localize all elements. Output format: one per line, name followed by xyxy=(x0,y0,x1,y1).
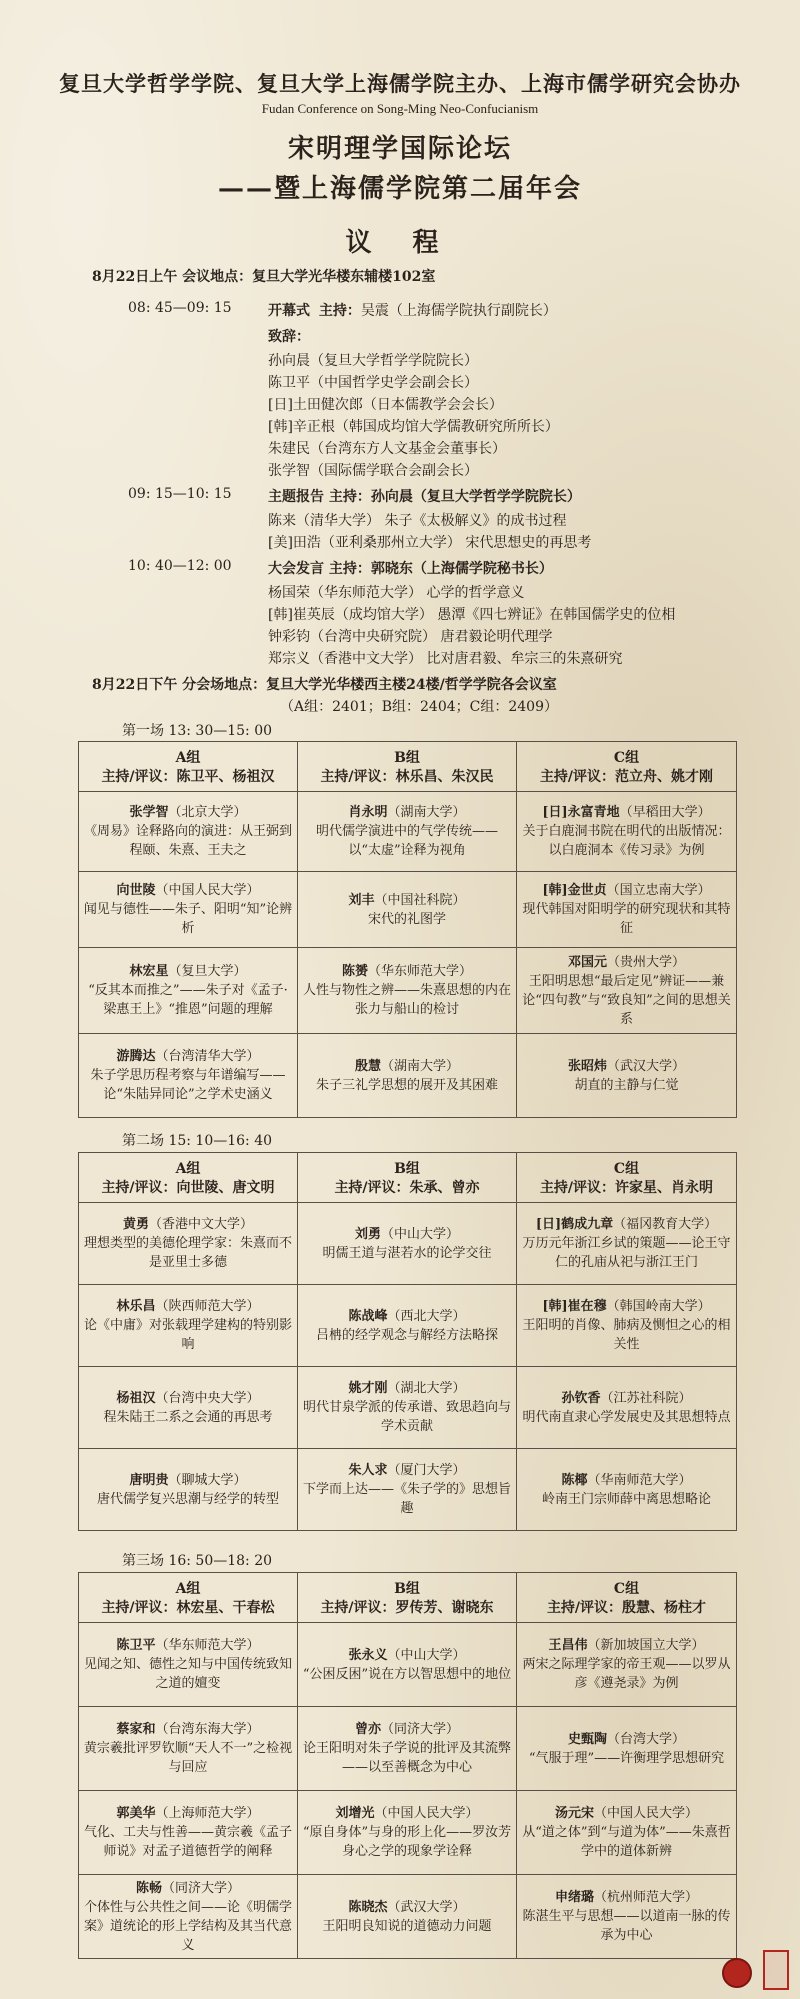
group-header: C组 主持/评议：许家星、肖永明 xyxy=(517,1153,737,1203)
paper-cell: 游腾达（台湾清华大学） 朱子学思历程考察与年谱编写——论“朱陆异同论”之学术史涵义 xyxy=(79,1034,298,1118)
group-header: C组 主持/评议：殷慧、杨柱才 xyxy=(517,1573,737,1623)
speaker-item: [韩]辛正根（韩国成均馆大学儒教研究所所长） xyxy=(268,419,559,435)
square-seal-icon xyxy=(763,1950,789,1990)
paper-cell: 陈战峰（西北大学） 吕柟的经学观念与解经方法略探 xyxy=(298,1285,517,1367)
paper-cell: 刘增光（中国人民大学） “原自身体”与身的形上化——罗汝芳身心之学的现象学诠释 xyxy=(298,1791,517,1875)
paper-cell: 史甄陶（台湾大学） “气服于理”——许衡理学思想研究 xyxy=(517,1707,737,1791)
paper-cell: 汤元宋（中国人民大学） 从“道之体”到“与道为体”——朱熹哲学中的道体新辨 xyxy=(517,1791,737,1875)
speaker-item: 孙向晨（复旦大学哲学学院院长） xyxy=(268,353,478,369)
paper-cell: 蔡家和（台湾东海大学） 黄宗羲批评罗钦顺“天人不一”之检视与回应 xyxy=(79,1707,298,1791)
slot1-time: 08: 45—09: 15 xyxy=(128,300,232,316)
group-header: A组 主持/评议：陈卫平、杨祖汉 xyxy=(79,742,298,792)
speaker-item: 张学智（国际儒学联合会副会长） xyxy=(268,463,478,479)
group-header: A组 主持/评议：林宏星、干春松 xyxy=(79,1573,298,1623)
paper-cell: [日]鹤成九章（福冈教育大学） 万历元年浙江乡试的策题——论王守仁的孔庙从祀与浙江王门 xyxy=(517,1203,737,1285)
slot1-host: 吴震（上海儒学院执行副院长） xyxy=(360,303,557,319)
slot2-time: 09: 15—10: 15 xyxy=(128,486,232,502)
paper-cell: [韩]金世贞（国立忠南大学） 现代韩国对阳明学的研究现状和其特征 xyxy=(517,872,737,948)
afternoon-heading: 8月22日下午 分会场地点：复旦大学光华楼西主楼24楼/哲学学院各会议室 xyxy=(92,677,557,693)
session-3-table xyxy=(78,1572,737,1959)
speaker-item: 朱建民（台湾东方人文基金会董事长） xyxy=(268,441,506,457)
paper-cell: 曾亦（同济大学） 论王阳明对朱子学说的批评及其流弊——以至善概念为中心 xyxy=(298,1707,517,1791)
sub-title: ——暨上海儒学院第二届年会 xyxy=(217,174,582,204)
slot1-speech-label: 致辞： xyxy=(268,329,310,345)
english-title: Fudan Conference on Song-Ming Neo-Confucianism xyxy=(261,101,539,116)
organizer-line: 复旦大学哲学学院、复旦大学上海儒学院主办、上海市儒学研究会协办 xyxy=(59,71,741,96)
paper-cell: 张昭炜（武汉大学） 胡直的主静与仁觉 xyxy=(517,1034,737,1118)
afternoon-rooms: （A组：2401；B组：2404；C组：2409） xyxy=(280,699,558,715)
session-3-label: 第三场 16: 50—18: 20 xyxy=(122,1553,273,1569)
paper-cell: 向世陵（中国人民大学） 闻见与德性——朱子、阳明“知”论辨析 xyxy=(79,872,298,948)
slot3-time: 10: 40—12: 00 xyxy=(128,558,232,574)
paper-cell: 姚才刚（湖北大学） 明代甘泉学派的传承谱、致思趋向与学术贡献 xyxy=(298,1367,517,1449)
group-header: A组 主持/评议：向世陵、唐文明 xyxy=(79,1153,298,1203)
paper-cell: 陈赟（华东师范大学） 人性与物性之辨——朱熹思想的内在张力与船山的检讨 xyxy=(298,948,517,1034)
paper-cell: 陈畅（同济大学） 个体性与公共性之间——论《明儒学案》道统论的形上学结构及其当代意义 xyxy=(79,1875,298,1959)
slot3-title: 大会发言 主持：郭晓东（上海儒学院秘书长） xyxy=(268,561,553,577)
paper-cell: 郭美华（上海师范大学） 气化、工夫与性善——黄宗羲《孟子师说》对孟子道德哲学的阐释 xyxy=(79,1791,298,1875)
talk-item: [韩]崔英辰（成均馆大学） 愚潭《四七辨证》在韩国儒学史的位相 xyxy=(268,607,676,623)
talk-item: 郑宗义（香港中文大学） 比对唐君毅、牟宗三的朱熹研究 xyxy=(268,651,623,667)
paper-cell: 肖永明（湖南大学） 明代儒学演进中的气学传统——以“太虚”诠释为视角 xyxy=(298,792,517,872)
paper-cell: 张学智（北京大学） 《周易》诠释路向的演进：从王弼到程颐、朱熹、王夫之 xyxy=(79,792,298,872)
speaker-item: 陈卫平（中国哲学史学会副会长） xyxy=(268,375,478,391)
talk-item: 钟彩钧（台湾中央研究院） 唐君毅论明代理学 xyxy=(268,629,553,645)
paper-cell: 唐明贵（聊城大学） 唐代儒学复兴思潮与经学的转型 xyxy=(79,1449,298,1531)
group-header: B组 主持/评议：朱承、曾亦 xyxy=(298,1153,517,1203)
slot2-title: 主题报告 主持：孙向晨（复旦大学哲学学院院长） xyxy=(268,489,581,505)
session-2-label: 第二场 15: 10—16: 40 xyxy=(122,1133,273,1149)
paper-cell: [日]永富青地（早稻田大学） 关于白鹿洞书院在明代的出版情况：以白鹿洞本《传习录》为例 xyxy=(517,792,737,872)
round-seal-icon xyxy=(722,1958,752,1988)
paper-cell: 殷慧（湖南大学） 朱子三礼学思想的展开及其困难 xyxy=(298,1034,517,1118)
paper-cell: 申绪璐（杭州师范大学） 陈湛生平与思想——以道南一脉的传承为中心 xyxy=(517,1875,737,1959)
main-title: 宋明理学国际论坛 xyxy=(287,134,512,164)
paper-cell: 刘勇（中山大学） 明儒王道与湛若水的论学交往 xyxy=(298,1203,517,1285)
paper-cell: 孙钦香（江苏社科院） 明代南直隶心学发展史及其思想特点 xyxy=(517,1367,737,1449)
paper-cell: 张永义（中山大学） “公困反困”说在方以智思想中的地位 xyxy=(298,1623,517,1707)
session-2-table xyxy=(78,1152,737,1531)
session-1-label: 第一场 13: 30—15: 00 xyxy=(122,723,273,739)
group-header: B组 主持/评议：林乐昌、朱汉民 xyxy=(298,742,517,792)
paper-cell: [韩]崔在穆（韩国岭南大学） 王阳明的肖像、肺病及恻怛之心的相关性 xyxy=(517,1285,737,1367)
talk-item: 杨国荣（华东师范大学） 心学的哲学意义 xyxy=(268,585,525,601)
paper-cell: 林乐昌（陕西师范大学） 论《中庸》对张载理学建构的特别影响 xyxy=(79,1285,298,1367)
paper-cell: 杨祖汉（台湾中央大学） 程朱陆王二系之会通的再思考 xyxy=(79,1367,298,1449)
slot1-host-label: 主持： xyxy=(318,303,361,319)
speaker-item: [日]土田健次郎（日本儒教学会会长） xyxy=(268,397,503,413)
agenda-title: 议 程 xyxy=(345,228,455,258)
paper-cell: 黄勇（香港中文大学） 理想类型的美德伦理学家：朱熹而不是亚里士多德 xyxy=(79,1203,298,1285)
morning-heading: 8月22日上午 会议地点：复旦大学光华楼东辅楼102室 xyxy=(92,269,436,285)
paper-cell: 王昌伟（新加坡国立大学） 两宋之际理学家的帝王观——以罗从彦《遵尧录》为例 xyxy=(517,1623,737,1707)
paper-cell: 林宏星（复旦大学） “反其本而推之”——朱子对《孟子·梁惠王上》“推恩”问题的理解 xyxy=(79,948,298,1034)
paper-cell: 刘丰（中国社科院） 宋代的礼图学 xyxy=(298,872,517,948)
paper-cell: 陈椰（华南师范大学） 岭南王门宗师薛中离思想略论 xyxy=(517,1449,737,1531)
talk-item: [美]田浩（亚利桑那州立大学） 宋代思想史的再思考 xyxy=(268,535,592,551)
slot1-header xyxy=(268,300,557,320)
paper-cell: 陈卫平（华东师范大学） 见闻之知、德性之知与中国传统致知之道的嬗变 xyxy=(79,1623,298,1707)
group-header: B组 主持/评议：罗传芳、谢晓东 xyxy=(298,1573,517,1623)
paper-cell: 陈晓杰（武汉大学） 王阳明良知说的道德动力问题 xyxy=(298,1875,517,1959)
group-header: C组 主持/评议：范立舟、姚才刚 xyxy=(517,742,737,792)
slot1-title: 开幕式 xyxy=(268,303,310,319)
paper-cell: 朱人求（厦门大学） 下学而上达——《朱子学的》思想旨趣 xyxy=(298,1449,517,1531)
session-1-table xyxy=(78,741,737,1118)
talk-item: 陈来（清华大学） 朱子《太极解义》的成书过程 xyxy=(268,513,567,529)
paper-cell: 邓国元（贵州大学） 王阳明思想“最后定见”辨证——兼论“四句教”与“致良知”之间的思想关系 xyxy=(517,948,737,1034)
